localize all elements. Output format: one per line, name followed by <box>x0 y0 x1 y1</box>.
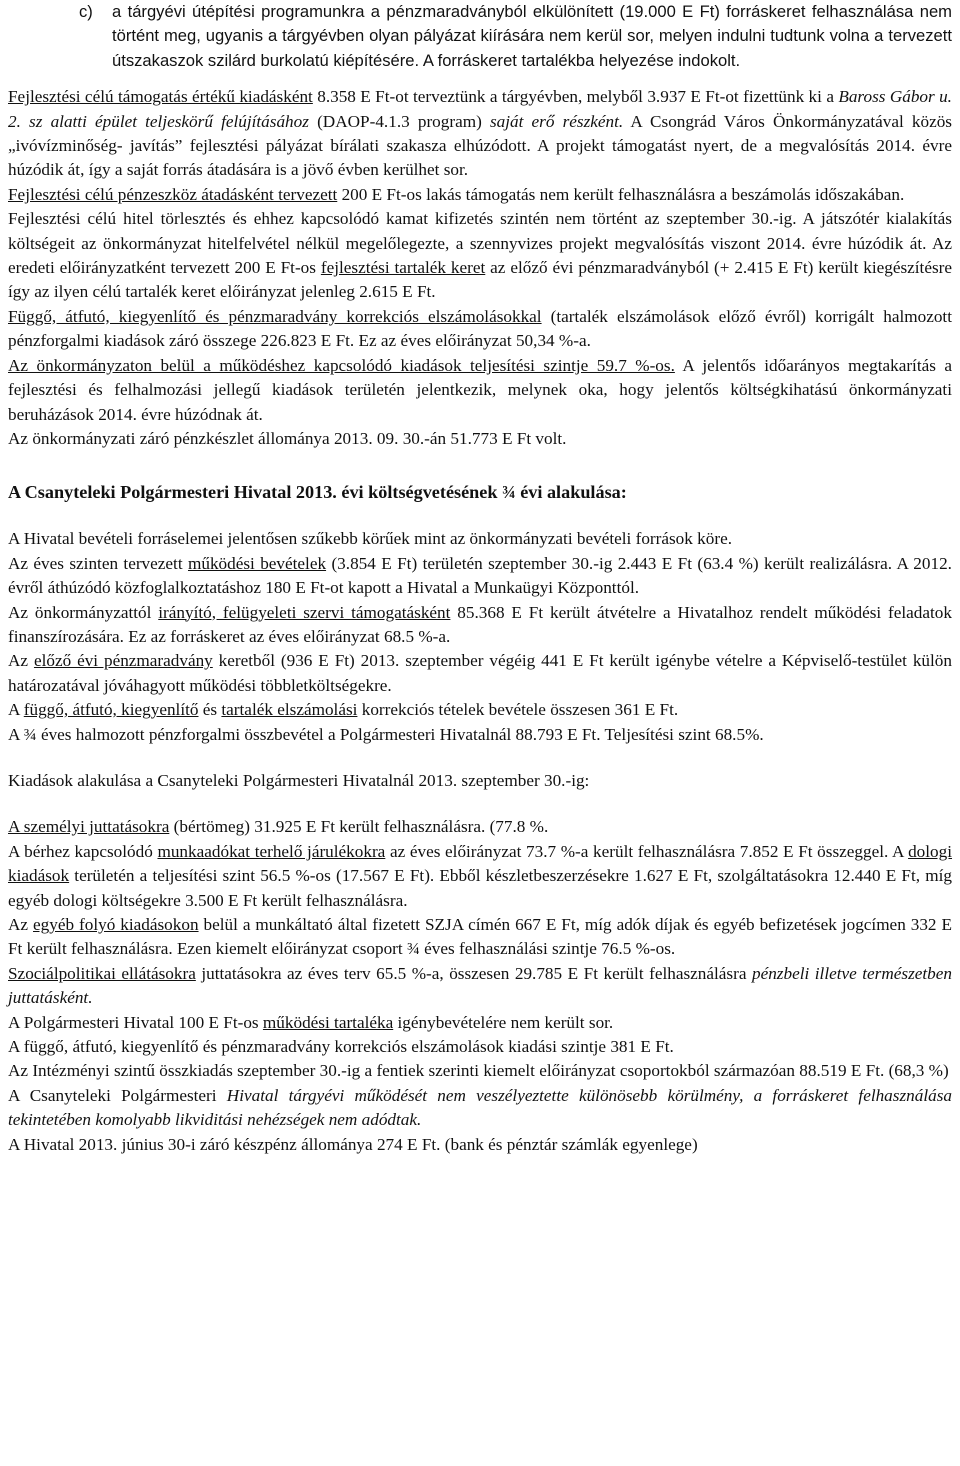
paragraph-total-revenue: A ¾ éves halmozott pénzforgalmi összbevétel a Polgármesteri Hivatalnál 88.793 E Ft. Teljesítési szint 68.5%. <box>8 724 764 744</box>
paragraph-liquidity <box>8 1084 952 1133</box>
text-run: az előző évi pénzmaradványból (+ 2.415 E Ft) került kiegészítésre így az ilyen célú tartalék keret előirányzat jelenleg 2.615 E Ft. <box>8 258 953 302</box>
paragraph-personnel <box>8 815 952 839</box>
italic-run: saját erő részként. <box>489 111 624 131</box>
text-run: Az <box>8 915 34 934</box>
paragraph-social <box>8 962 952 1011</box>
paragraph-dev-loan <box>8 207 952 305</box>
underlined-term: dologi kiadások <box>8 841 953 886</box>
text-run: területén a teljesítési szint 56.5 %-os (17.567 E Ft). Ebből készletbeszerzésekre 1.627 E Ft, szolgáltatásokra 12.440 E Ft, míg egyéb dologi költségekre 3.500 E Ft került felhasználásra. <box>8 866 952 910</box>
underlined-term: irányító, felügyeleti szervi támogatásként <box>158 602 451 622</box>
text-run: az éves előirányzat 73.7 %-a került felhasználásra 7.852 E Ft összeggel. A <box>385 841 909 861</box>
underlined-term: munkaadókat terhelő járulékokra <box>157 841 386 861</box>
paragraph-correction-expense: A függő, átfutó, kiegyenlítő és pénzmaradvány korrekciós elszámolások kiadási szintje 381 E Ft. <box>8 1037 674 1057</box>
section-heading: A Csanyteleki Polgármesteri Hivatal 2013. évi költségvetésének ¾ évi alakulása: <box>8 482 627 503</box>
underlined-term: Szociálpolitikai ellátásokra <box>8 963 196 983</box>
italic-run: Hivatal tárgyévi működését nem veszélyeztette különösebb körülmény, a forráskeret felhasználása tekintetében komolyabb likviditási nehézségek nem adódtak. <box>8 1085 952 1130</box>
text-run: A bérhez kapcsolódó <box>8 841 158 861</box>
text-run: belül a munkáltató által fizetett SZJA címén 667 E Ft, míg adók díjak és egyéb befizetések jogcímen 332 E Ft került felhasználásra. Ezen kiemelt előirányzat csoport ¾ éves felhasználási szintje 76.5 %-os. <box>8 915 952 959</box>
paragraph-expenses-intro: Kiadások alakulása a Csanyteleki Polgármesteri Hivatalnál 2013. szeptember 30.-ig: <box>8 770 590 790</box>
paragraph-operating-revenue <box>8 552 952 601</box>
underlined-term: fejlesztési tartalék keret <box>320 258 486 278</box>
text-run: korrekciós tételek bevétele összesen 361 E Ft. <box>357 700 679 720</box>
text-run: 200 E Ft-os lakás támogatás nem került felhasználásra a beszámolás időszakában. <box>337 184 905 204</box>
paragraph-revenue-sources: A Hivatal bevételi forráselemei jelentősen szűkebb körűek mint az önkormányzati bevételi források köre. <box>8 529 732 549</box>
underlined-term: Függő, átfutó, kiegyenlítő és pénzmaradvány korrekciós elszámolásokkal <box>8 306 542 326</box>
text-run: (tartalék elszámolások előző évről) korrigált halmozott pénzforgalmi kiadások záró összege 226.823 E Ft. Ez az éves előirányzat 50,34 %-a. <box>8 306 952 351</box>
text-run: Az önkormányzattól <box>8 602 159 622</box>
paragraph-corrections <box>8 305 952 354</box>
text-run: igénybevételére nem került sor. <box>393 1012 614 1032</box>
paragraph-other-current <box>8 913 952 962</box>
underlined-term: Fejlesztési célú támogatás értékű kiadásként <box>8 87 313 107</box>
italic-run: pénzbeli illetve természetben juttatásként. <box>8 963 952 1008</box>
paragraph-reserve <box>8 1011 952 1035</box>
text-run: A Csongrád Város Önkormányzatával közös „ivóvízminőség- javítás” fejlesztési pályázat bírálati szakasza elhúzódott. A projekt támogatást nyert, de a megvalósítás 2014. évre húzódik át, így a saját forrás átadására is a jövő évben kerülhet sor. <box>8 111 952 180</box>
paragraph-cash-balance: A Hivatal 2013. június 30-i záró készpénz állománya 274 E Ft. (bank és pénztár számlák egyenlege) <box>8 1134 698 1154</box>
text-run: és <box>198 700 222 720</box>
text-run: 85.368 E Ft került átvételre a Hivatalhoz rendelt működési feladatok finanszírozására. Ez az forráskeret az éves előirányzat 68.5 %-a. <box>8 602 952 646</box>
paragraph-dev-transfer <box>8 183 952 207</box>
text-run: keretből (936 E Ft) 2013. szeptember végéig 441 E Ft került igénybe vételre a Képviselő-testület külön határozatával jóváhagyott működési többletköltségekre. <box>8 651 952 695</box>
item-c-conclusion: A forráskeret tartalékba helyezése indokolt. <box>419 50 741 70</box>
text-run: A jelentős időarányos megtakarítás a fejlesztési és felhalmozási jellegű kiadások területén jelentkezik, melynek oka, hogy jelentős költségkihatású önkormányzati beruházások 2014. évre húzódnak át. <box>8 355 953 424</box>
item-c-text: a tárgyévi útépítési programunkra a pénzmaradványból elkülönített (19.000 E Ft) forráskeret felhasználása nem történt meg, ugyanis a tárgyévben olyan pályázat kiírására nem kerül sor, melyen indulni tudtunk volna a tervezett útszakaszok szilárd burkolatú kiépítésére. <box>112 2 952 70</box>
paragraph-total-expense: Az Intézményi szintű összkiadás szeptember 30.-ig a fentiek szerinti kiemelt előirányzat csoportokból származóan 88.519 E Ft. (68,3 %) <box>8 1061 949 1081</box>
underlined-term: Fejlesztési célú pénzeszköz átadásként tervezett <box>8 184 338 204</box>
text-run: juttatásokra az éves terv 65.5 %-a, összesen 29.785 E Ft került felhasználásra <box>195 963 752 983</box>
underlined-term: tartalék elszámolási <box>221 700 358 720</box>
text-run: Az <box>8 651 34 671</box>
paragraph-closing-cash: Az önkormányzati záró pénzkészlet állománya 2013. 09. 30.-án 51.773 E Ft volt. <box>8 428 567 448</box>
document-body <box>8 0 952 1157</box>
text-run: Fejlesztési célú hitel törlesztés és ehhez kapcsolódó kamat kifizetés szintén nem történt az szeptember 30.-ig. A játszótér kialakítás költségeit az önkormányzat hitelfelvétel nélkül megelőlegezte, a szennyvizes projekt megvalósítás viszont 2014. évre húzódik át. Az eredeti előirányzatként tervezett 200 E Ft-os <box>8 209 952 278</box>
underlined-term: függő, átfutó, kiegyenlítő <box>23 700 199 720</box>
text-run: Az éves szinten tervezett <box>8 553 188 573</box>
list-marker: c) <box>79 2 93 21</box>
paragraph-operating-level <box>8 354 952 427</box>
underlined-term: működési tartaléka <box>262 1012 394 1032</box>
text-run: 8.358 E Ft-ot terveztünk a tárgyévben, melyből 3.937 E Ft-ot fizettünk ki a <box>312 87 839 107</box>
italic-run: Baross Gábor u. 2. sz alatti épület teljeskörű felújításához <box>8 87 952 131</box>
underlined-term: előző évi pénzmaradvány <box>33 651 213 671</box>
paragraph-dev-support <box>8 85 952 183</box>
underlined-term: működési bevételek <box>187 553 327 573</box>
paragraph-previous-residual <box>8 649 952 698</box>
underlined-term: egyéb folyó kiadásokon <box>33 915 199 934</box>
paragraph-contributions <box>8 840 952 913</box>
underlined-term: Az önkormányzaton belül a működéshez kapcsolódó kiadások teljesítési szintje 59.7 %-os. <box>8 355 675 375</box>
text-run: A Polgármesteri Hivatal 100 E Ft-os <box>8 1012 263 1032</box>
underlined-term: A személyi juttatásokra <box>8 817 170 837</box>
paragraph-supervisory-support <box>8 601 952 650</box>
text-run: (3.854 E Ft) területén szeptember 30.-ig 2.443 E Ft (63.4 %) került realizálásra. A 2012. évről áthúzódó közfoglalkoztatáshoz 180 E Ft-ot kapott a Hivatal a Munkaügyi Központtól. <box>8 553 952 598</box>
text-run: A Csanyteleki Polgármesteri <box>8 1085 227 1105</box>
list-item-c <box>8 0 952 73</box>
text-run: (DAOP-4.1.3 program) <box>308 111 490 131</box>
text-run: A <box>8 700 24 720</box>
text-run: (bértömeg) 31.925 E Ft került felhasználásra. (77.8 %. <box>169 817 549 837</box>
paragraph-correction-revenue <box>8 698 952 722</box>
